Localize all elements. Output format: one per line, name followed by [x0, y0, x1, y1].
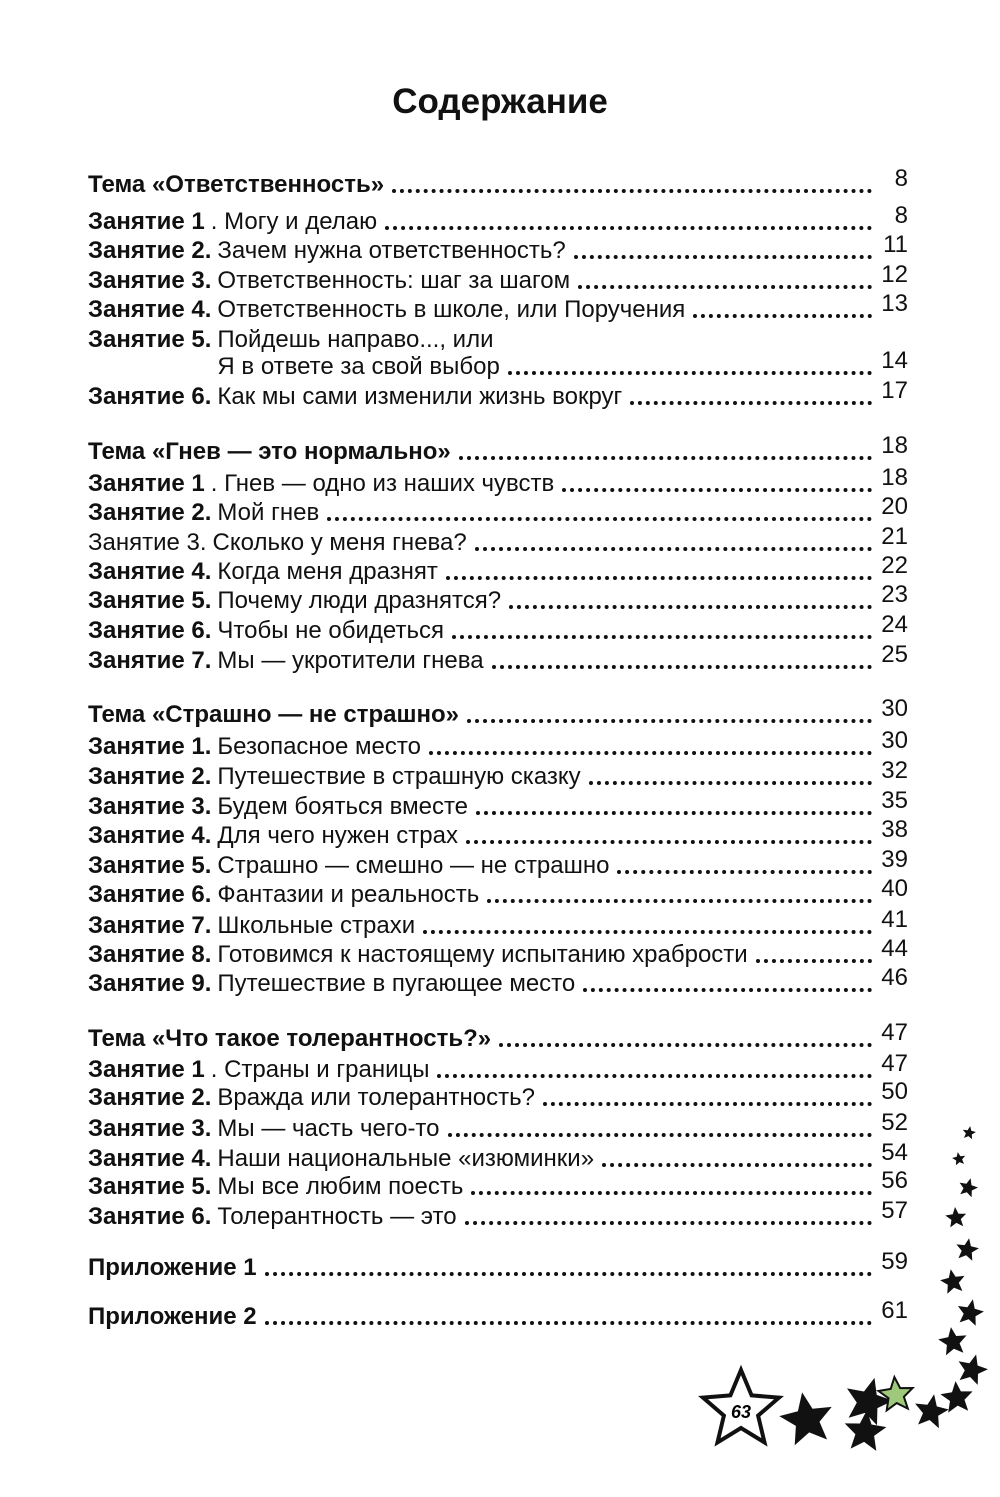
page-number: 47 — [881, 1019, 908, 1046]
page-number: 30 — [881, 727, 908, 754]
entry-title: Почему люди дразнятся? — [217, 587, 502, 614]
lesson-label: Занятие 4. — [88, 1145, 212, 1172]
page-number: 18 — [881, 432, 908, 459]
entry-title: Толерантность — это — [217, 1203, 457, 1230]
lesson-label: Занятие 3. — [88, 1115, 212, 1142]
star-icon — [960, 1178, 978, 1197]
page-number: 21 — [881, 523, 908, 550]
lesson-label: Занятие 2. — [88, 763, 212, 790]
lesson-label: Занятие 5. — [88, 587, 212, 614]
lesson-label: Занятие 1 — [88, 208, 205, 235]
page-number: 61 — [881, 1297, 908, 1324]
entry-title: Я в ответе за свой выбор — [217, 353, 500, 380]
lesson-label: Занятие 5. — [88, 852, 212, 879]
entry-title: Тема «Страшно — не страшно» — [88, 701, 460, 728]
entry-title: Путешествие в пугающее место — [217, 970, 576, 997]
page-number: 39 — [881, 846, 908, 873]
page-number: 46 — [881, 964, 908, 991]
page-number: 57 — [881, 1197, 908, 1224]
entry-title: Приложение 1 — [88, 1254, 257, 1281]
entry-title: Ответственность в школе, или Поручения — [217, 296, 686, 323]
page-number: 41 — [881, 906, 908, 933]
star-icon — [945, 1207, 966, 1227]
page-number: 24 — [881, 611, 908, 638]
page-number: 32 — [881, 757, 908, 784]
lesson-label: Занятие 1. — [88, 733, 212, 760]
page-number: 54 — [881, 1139, 908, 1166]
star-icon — [940, 1269, 964, 1294]
lesson-label: Занятие 7. — [88, 912, 212, 939]
star-icon — [963, 1126, 976, 1139]
star-icon — [915, 1394, 949, 1428]
page-number: 30 — [881, 695, 908, 722]
lesson-label: Занятие 4. — [88, 558, 212, 585]
page-number: 47 — [881, 1050, 908, 1077]
lesson-label: Занятие 1 — [88, 1056, 205, 1083]
entry-title: Зачем нужна ответственность? — [217, 237, 566, 264]
page-number: 44 — [881, 935, 908, 962]
page-number: 17 — [881, 377, 908, 404]
entry-title: Мы все любим поесть — [217, 1173, 464, 1200]
page-number: 20 — [881, 493, 908, 520]
entry-title: Приложение 2 — [88, 1303, 257, 1330]
entry-title: Путешествие в страшную сказку — [217, 763, 581, 790]
page-number: 40 — [881, 875, 908, 902]
lesson-label: Занятие 2. — [88, 499, 212, 526]
lesson-label: Занятие 3. — [88, 267, 212, 294]
lesson-label: Занятие 6. — [88, 383, 212, 410]
lesson-label: Занятие 7. — [88, 647, 212, 674]
star-icon — [940, 1381, 972, 1413]
entry-title: Для чего нужен страх — [217, 822, 458, 849]
lesson-label: Занятие 3. — [88, 793, 212, 820]
star-icon — [879, 1377, 913, 1410]
entry-title: Наши национальные «изюминки» — [217, 1145, 595, 1172]
page-number-footer: 63 — [730, 1402, 752, 1422]
page-number: 56 — [881, 1167, 908, 1194]
lesson-label: Занятие 2. — [88, 1084, 212, 1111]
lesson-label: Занятие 9. — [88, 970, 212, 997]
page-number: 25 — [881, 641, 908, 668]
entry-title: Пойдешь направо..., или — [217, 326, 494, 353]
page-number: 23 — [881, 581, 908, 608]
lesson-label: Занятие 2. — [88, 237, 212, 264]
entry-title: Как мы сами изменили жизнь вокруг — [217, 383, 623, 410]
entry-title: Сколько у меня гнева? — [212, 529, 467, 556]
lesson-label: Занятие 8. — [88, 941, 212, 968]
lesson-label: Занятие 6. — [88, 617, 212, 644]
entry-title: Когда меня дразнят — [217, 558, 438, 585]
page-number: 52 — [881, 1109, 908, 1136]
star-icon — [779, 1392, 831, 1445]
entry-title: Мы — укротители гнева — [217, 647, 484, 674]
entry-title: Тема «Гнев — это нормально» — [88, 438, 451, 465]
page-number: 18 — [881, 464, 908, 491]
page-number: 11 — [883, 231, 908, 258]
star-icon — [959, 1355, 988, 1385]
lesson-label: Занятие 3. — [88, 529, 207, 556]
entry-title: Тема «Что такое толерантность?» — [88, 1025, 492, 1052]
lesson-label: Занятие 4. — [88, 822, 212, 849]
page-number: 12 — [881, 261, 908, 288]
lesson-label: Занятие 4. — [88, 296, 212, 323]
page-number: 38 — [881, 816, 908, 843]
page-number: 22 — [881, 552, 908, 579]
entry-title: . Гнев — одно из наших чувств — [210, 470, 555, 497]
lesson-label: Занятие 5. — [88, 1173, 212, 1200]
star-icon — [958, 1299, 984, 1326]
lesson-label: Занятие 6. — [88, 1203, 212, 1230]
lesson-label: Занятие 6. — [88, 881, 212, 908]
entry-title: Безопасное место — [217, 733, 421, 760]
entry-title: Чтобы не обидеться — [217, 617, 444, 644]
star-icon — [956, 1238, 979, 1261]
entry-title: Готовимся к настоящему испытанию храбрости — [217, 941, 748, 968]
entry-title: Будем бояться вместе — [217, 793, 469, 820]
page-number: 50 — [881, 1078, 908, 1105]
entry-title: Вражда или толерантность? — [217, 1084, 535, 1111]
lesson-label: Занятие 1 — [88, 470, 205, 497]
star-icon — [938, 1327, 966, 1355]
entry-title: Мы — часть чего-то — [217, 1115, 440, 1142]
star-icon — [952, 1152, 965, 1165]
page-number: 35 — [881, 787, 908, 814]
entry-title: Ответственность: шаг за шагом — [217, 267, 571, 294]
page-number: 8 — [894, 165, 908, 192]
entry-title: Тема «Ответственность» — [88, 171, 385, 198]
entry-title: Школьные страхи — [217, 912, 416, 939]
page-number: 13 — [881, 290, 908, 317]
lesson-label: Занятие 5. — [88, 326, 212, 353]
entry-title: . Могу и делаю — [210, 208, 378, 235]
entry-title: . Страны и границы — [210, 1056, 430, 1083]
entry-title: Мой гнев — [217, 499, 320, 526]
entry-title: Страшно — смешно — не страшно — [217, 852, 610, 879]
entry-title: Фантазии и реальность — [217, 881, 480, 908]
star-icon — [847, 1378, 893, 1425]
page-number: 14 — [881, 347, 908, 374]
page-number: 8 — [894, 202, 908, 229]
page-number: 59 — [881, 1248, 908, 1275]
page-title: Содержание — [392, 82, 608, 121]
